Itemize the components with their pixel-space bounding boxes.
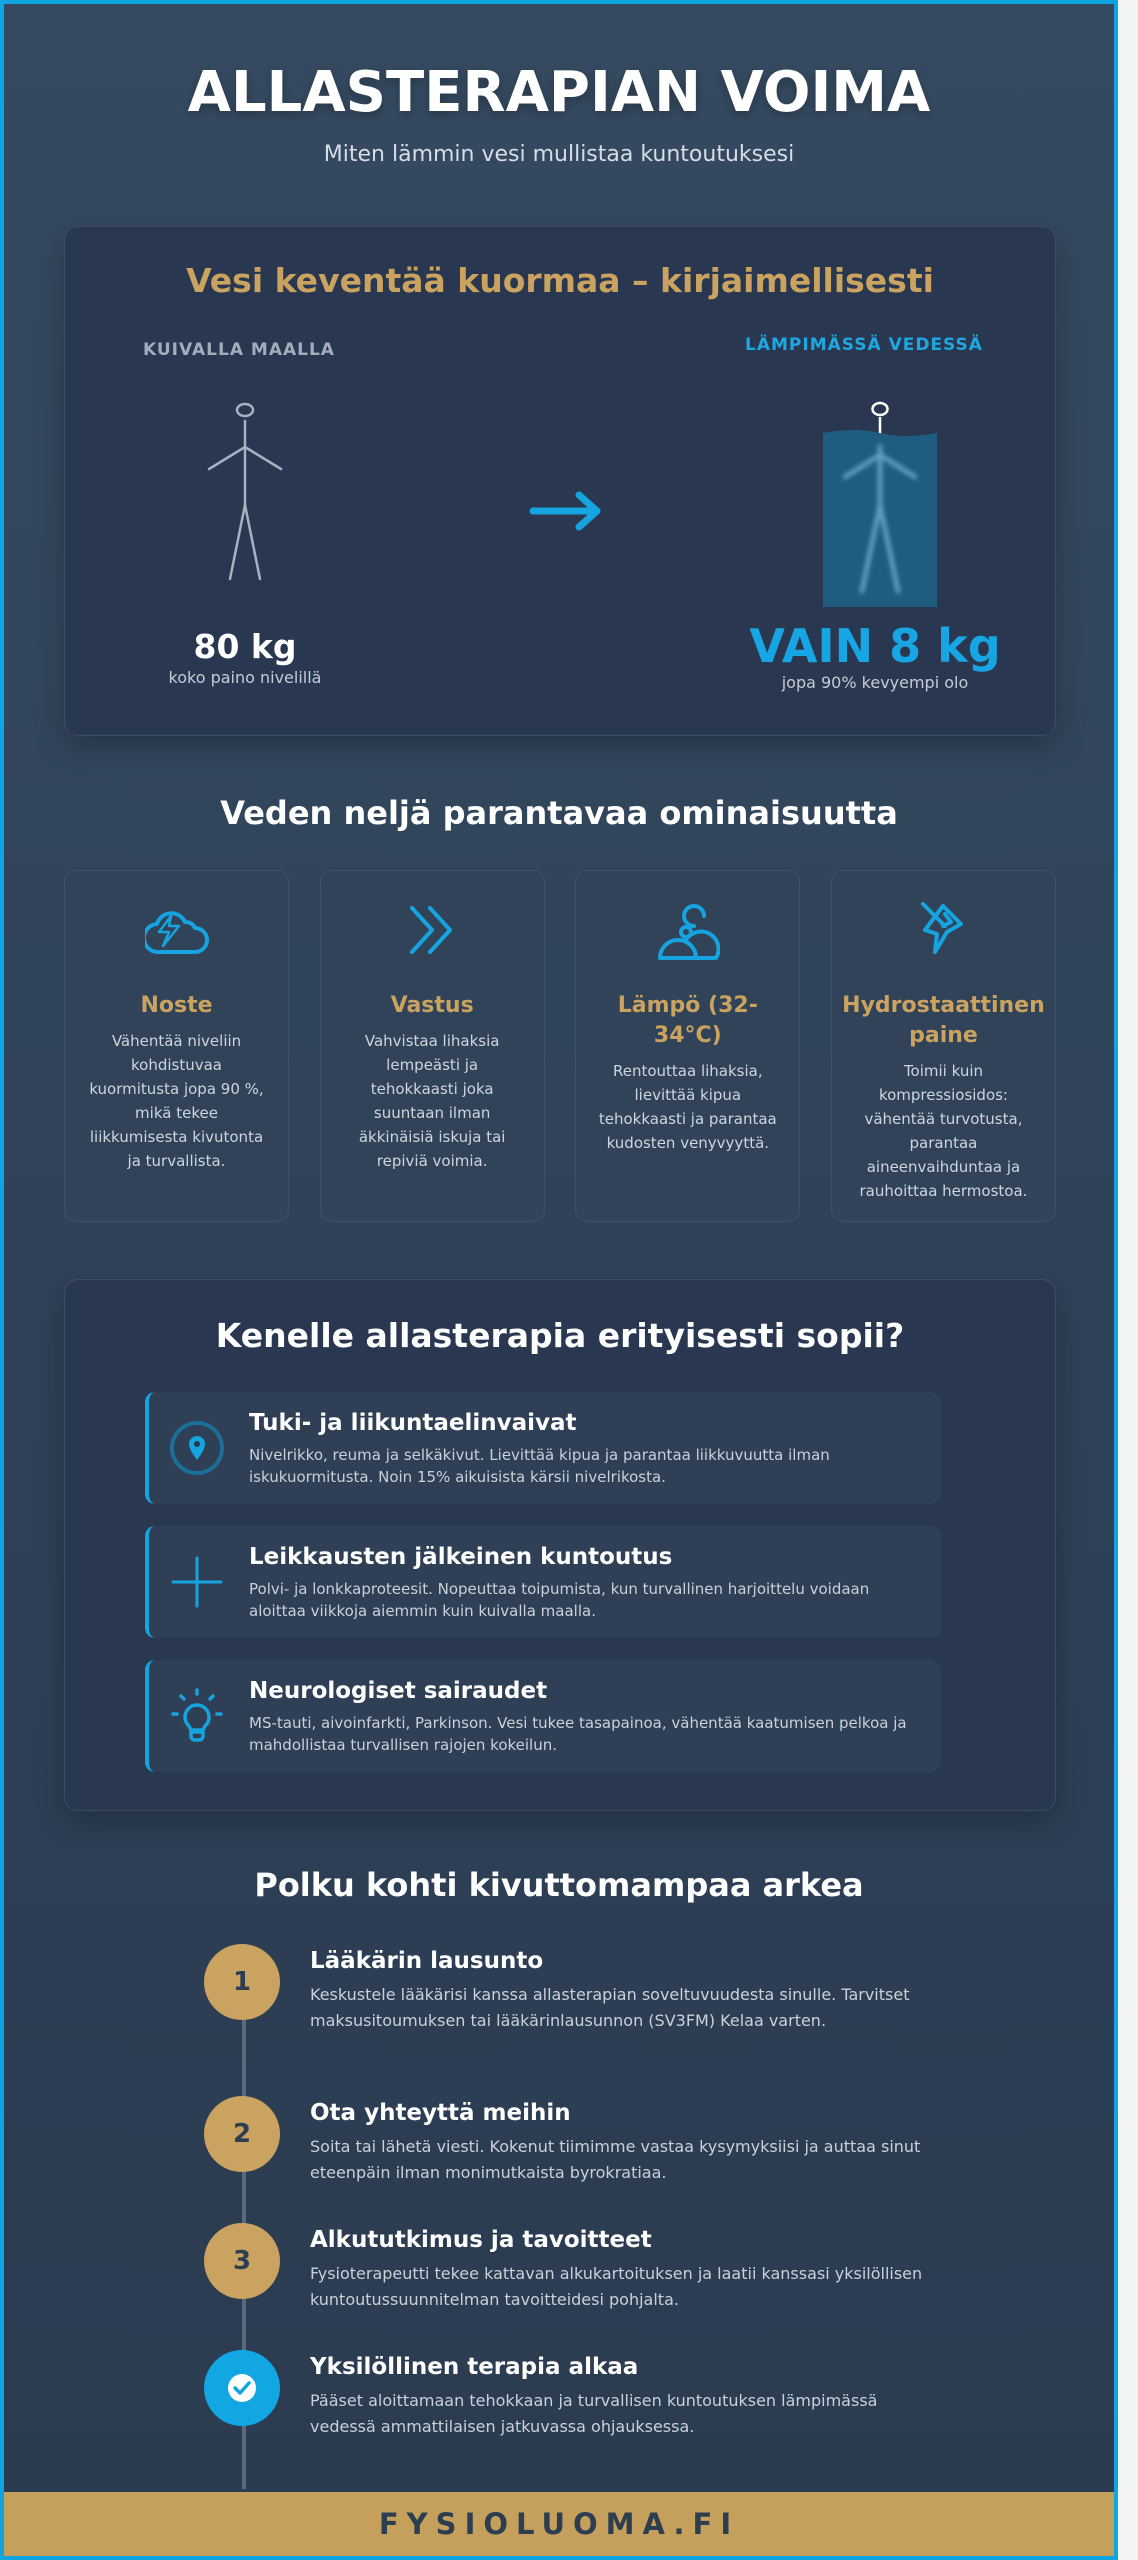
double-chevron-right-icon [402,902,462,958]
property-card-lampo [575,870,800,1222]
property-title: Lämpö (32-34°C) [617,993,758,1048]
location-pin-icon [169,1420,225,1476]
warmth-person-icon [656,898,720,962]
property-text: Vahvistaa lihaksia lempeästi ja tehokkaasti joka suuntaan ilman äkkinäisiä iskuja tai repiviä voimia. [358,1032,506,1170]
plus-icon [169,1554,225,1610]
water-weight-caption: jopa 90% kevyempi olo [781,673,969,692]
step-text: Keskustele lääkärisi kanssa allasterapian soveltuvuudesta sinulle. Tarvitset maksusitoumuksen tai lääkärinlausunnon (SV3FM) Kelaa varten. [310,1985,910,2030]
step-title: Yksilöllinen terapia alkaa [310,2354,639,2380]
step-number: 2 [204,2096,280,2172]
water-label: LÄMPIMÄSSÄ VEDESSÄ [745,335,983,355]
header [4,4,1114,226]
arrow-right-icon [527,489,607,533]
audience-item [145,1526,941,1638]
properties-title: Veden neljä parantavaa ominaisuutta [220,794,898,832]
land-label: KUIVALLA MAALLA [143,340,335,360]
step-number: 1 [204,1944,280,2020]
step-text: Soita tai lähetä viesti. Kokenut tiimimme vastaa kysymyksiisi ja auttaa sinut eteenpäin ilman monimutkaista byrokratiaa. [310,2137,921,2182]
weight-comparison-panel [64,226,1056,736]
audience-title: Kenelle allasterapia erityisesti sopii? [215,1316,905,1355]
land-weight-caption: koko paino nivelillä [168,668,322,687]
cloud-lightning-icon [145,902,209,958]
land-weight [145,627,345,687]
audience-panel [64,1279,1056,1811]
audience-item [145,1392,941,1504]
step-title: Lääkärin lausunto [310,1948,544,1974]
property-text: Vähentää niveliin kohdistuvaa kuormitusta jopa 90 %, mikä tekee liikkumisesta kivutonta ja turvallista. [89,1032,264,1170]
step-text: Pääset aloittamaan tehokkaan ja turvallisen kuntoutuksen lämpimässä vedessä ammattilaisen jatkuvassa ohjauksessa. [310,2391,878,2436]
property-title: Noste [140,993,213,1018]
pressure-bolt-icon [915,900,971,960]
step-text: Fysioterapeutti tekee kattavan alkukartoituksen ja laatii kanssasi yksilöllisen kuntoutussuunnitelman tavoitteidesi pohjalta. [310,2264,923,2309]
property-title: Vastus [390,993,474,1018]
audience-item-text: Polvi- ja lonkkaproteesit. Nopeuttaa toipumista, kun turvallinen harjoittelu voidaan aloittaa viikkoja aiemmin kuin kuivalla maalla. [249,1580,870,1620]
water-weight-value: VAIN 8 kg [749,619,1001,673]
land-weight-value: 80 kg [193,627,297,666]
comparison-title: Vesi keventää kuormaa – kirjaimellisesti [186,261,934,300]
stick-figure-icon [185,395,305,605]
audience-item-title: Leikkausten jälkeinen kuntoutus [249,1544,673,1570]
property-title: Hydrostaattinen paine [842,993,1045,1048]
step-number: 3 [204,2223,280,2299]
page-subtitle: Miten lämmin vesi mullistaa kuntoutuksesi [323,142,795,167]
check-circle-icon [227,2373,257,2403]
audience-item-title: Neurologiset sairaudet [249,1678,548,1704]
step-title: Alkututkimus ja tavoitteet [310,2227,652,2253]
property-card-noste [64,870,289,1222]
page-title: ALLASTERAPIAN VOIMA [187,60,931,125]
audience-item [145,1660,941,1772]
property-text: Rentouttaa lihaksia, lievittää kipua tehokkaasti ja parantaa kudosten venyvyyttä. [598,1062,777,1152]
properties-cards [64,870,1056,1222]
audience-item-text: Nivelrikko, reuma ja selkäkivut. Lievittää kipua ja parantaa liikkuvuutta ilman iskukuormitusta. Noin 15% aikuisista kärsii nivelrikosta. [249,1446,830,1486]
audience-item-title: Tuki- ja liikuntaelinvaivat [249,1410,577,1436]
step-title: Ota yhteyttä meihin [310,2100,571,2126]
footer-brand: FYSIOLUOMA.FI [4,2492,1114,2556]
property-text: Toimii kuin kompressiosidos: vähentää turvotusta, parantaa aineenvaihduntaa ja rauhoittaa hermostoa. [859,1062,1028,1200]
path-title: Polku kohti kivuttomampaa arkea [254,1866,864,1904]
property-card-vastus [320,870,545,1222]
submerged-figure-icon [817,395,943,611]
step-badge-done [204,2350,280,2426]
property-card-paine [831,870,1056,1222]
water-weight [725,619,1025,692]
audience-item-text: MS-tauti, aivoinfarkti, Parkinson. Vesi tukee tasapainoa, vähentää kaatumisen pelkoa ja mahdollistaa turvallisen rajojen kokeilun. [249,1714,907,1754]
lightbulb-icon [169,1688,225,1744]
